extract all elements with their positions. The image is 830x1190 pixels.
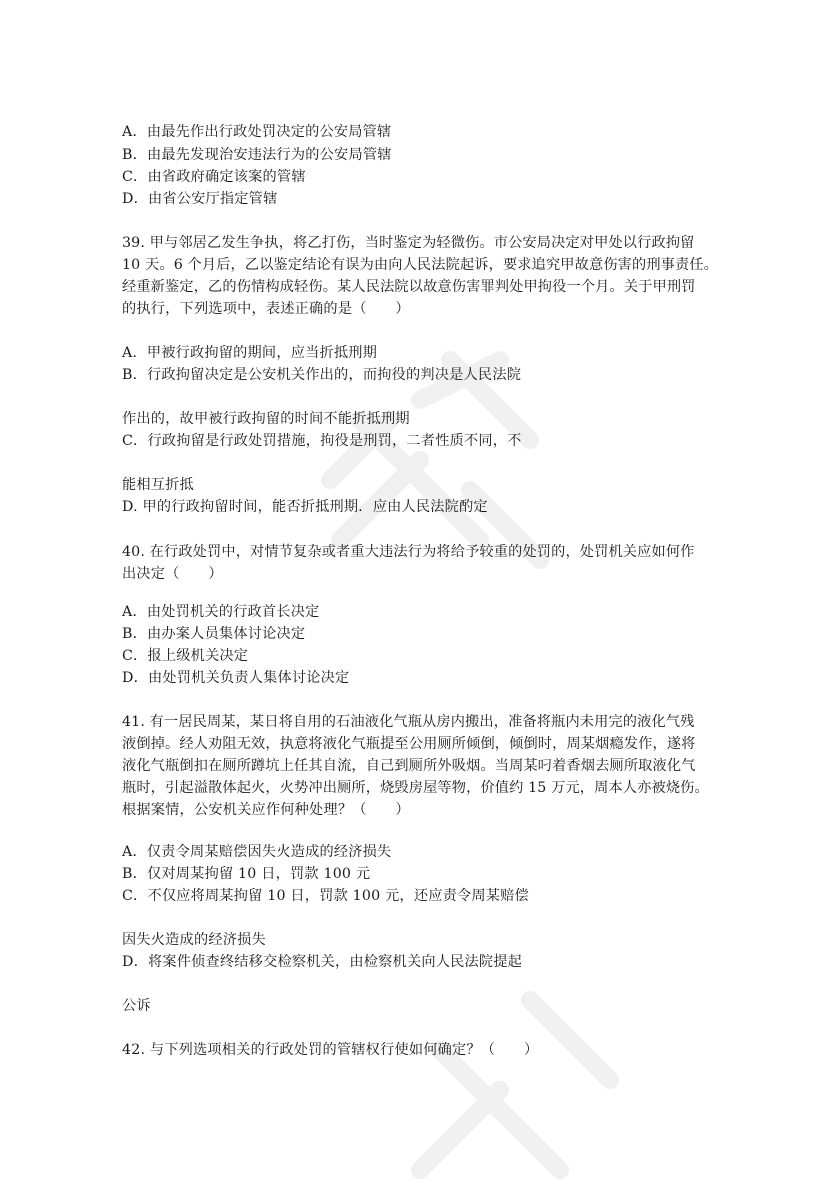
option-a-q41: A．仅责令周某赔偿因失火造成的经济损失 (122, 844, 392, 860)
option-c-q41-cont: 因失火造成的经济损失 (122, 932, 266, 948)
question-40-line-1: 40. 在行政处罚中，对情节复杂或者重大违法行为将给予较重的处罚的，处罚机关应如何作 (122, 544, 695, 560)
question-39-line-2: 10 天。6 个月后，乙以鉴定结论有误为由向人民法院起诉，要求追究甲故意伤害的刑事责任。 (122, 257, 719, 273)
watermark-logo-lower (380, 990, 640, 1190)
option-b-q40: B．由办案人员集体讨论决定 (122, 626, 306, 642)
option-d-q38: D．由省公安厅指定管辖 (122, 191, 278, 207)
option-d-q41-cont: 公诉 (122, 998, 151, 1014)
question-41-line-3: 液化气瓶倒扣在厕所蹲坑上任其自流，自己到厕所外吸烟。当周某叼着香烟去厕所取液化气 (122, 758, 696, 774)
question-41-line-2: 液倒掉。经人劝阻无效，执意将液化气瓶提至公用厕所倾倒，倾倒时，周某烟瘾发作，遂将 (122, 736, 696, 752)
option-d-q39: D. 甲的行政拘留时间，能否折抵刑期．应由人民法院酌定 (122, 499, 488, 515)
question-39-line-3: 经重新鉴定，乙的伤情构成轻伤。某人民法院以故意伤害罪判处甲拘役一个月。关于甲刑罚 (122, 279, 696, 295)
option-d-q40: D．由处罚机关负责人集体讨论决定 (122, 670, 350, 686)
option-c-q40: C．报上级机关决定 (122, 648, 249, 664)
option-d-q41: D．将案件侦查终结移交检察机关，由检察机关向人民法院提起 (122, 954, 523, 970)
question-39-line-4: 的执行，下列选项中，表述正确的是（ ） (122, 301, 410, 317)
question-41-line-4: 瓶时，引起溢散体起火，火势冲出厕所，烧毁房屋等物，价值约 15 万元，周本人亦被烧伤。 (122, 780, 709, 796)
option-c-q39: C．行政拘留是行政处罚措施，拘役是刑罚，二者性质不同，不 (122, 433, 522, 449)
option-a-q40: A．由处罚机关的行政首长决定 (122, 604, 320, 620)
question-42-line-1: 42. 与下列选项相关的行政处罚的管辖权行使如何确定？（ ） (122, 1042, 539, 1058)
option-c-q39-cont: 能相互折抵 (122, 477, 194, 493)
option-c-q41: C．不仅应将周某拘留 10 日，罚款 100 元，还应责令周某赔偿 (122, 888, 529, 904)
option-a-q39: A．甲被行政拘留的期间，应当折抵刑期 (122, 345, 378, 361)
question-41-line-1: 41. 有一居民周某，某日将自用的石油液化气瓶从房内搬出，准备将瓶内未用完的液化气残 (122, 714, 695, 730)
question-41-line-5: 根据案情，公安机关应作何种处理？（ ） (122, 802, 410, 818)
question-39-line-1: 39. 甲与邻居乙发生争执，将乙打伤，当时鉴定为轻微伤。市公安局决定对甲处以行政拘留 (122, 235, 695, 251)
option-b-q39: B．行政拘留决定是公安机关作出的，而拘役的判决是人民法院 (122, 367, 522, 383)
question-40-line-2: 出决定（ ） (122, 566, 223, 582)
option-a-q38: A．由最先作出行政处罚决定的公安局管辖 (122, 124, 392, 140)
option-c-q38: C．由省政府确定该案的管辖 (122, 169, 306, 185)
option-b-q39-cont: 作出的，故甲被行政拘留的时间不能折抵刑期 (122, 411, 410, 427)
option-b-q38: B．由最先发现治安违法行为的公安局管辖 (122, 147, 392, 163)
option-b-q41: B．仅对周某拘留 10 日，罚款 100 元 (122, 866, 371, 882)
